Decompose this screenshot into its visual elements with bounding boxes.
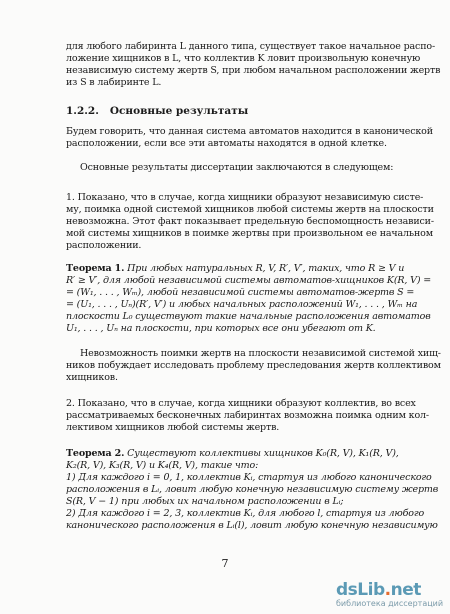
paragraph-impossibility [66,348,441,384]
text-line: Невозможность поимки жертв на плоскости независимой системой хищ- [80,348,441,359]
text-line: R′ ≥ V′, для любой независимой системы автоматов-хищников K(R, V) = [66,275,432,286]
logo-main: dsLib [336,580,385,600]
theorem-title: Теорема 2. [66,448,125,459]
theorem-title: Теорема 1. [66,263,125,274]
theorem-2 [66,448,439,532]
text-line: = (U₁, . . . , Uₙ)(R′, V′) и любых начальных расположений W₁, . . . , Wₘ на [66,299,418,310]
text-line: K₂(R, V), K₃(R, V) и K₄(R, V), такие что: [66,460,259,471]
text-line: плоскости L₀ существуют такие начальные расположения автоматов [66,311,431,322]
text-line: му, поимка одной системой хищников любой системы жертв на плоскости [66,204,434,215]
text-line [66,263,405,275]
section-title: Основные результаты [109,105,249,117]
text-line: = (W₁, . . . , Wₘ), любой независимой системы автоматов-жертв S = [66,287,415,298]
theorem-1 [66,263,432,335]
paragraph-intro [66,41,441,89]
text-line: Основные результаты диссертации заключаются в следующем: [80,162,394,173]
paragraph-canonical [66,126,433,150]
text-line [66,448,399,460]
text-line: невозможна. Этот факт показывает предельную беспомощность независи- [66,216,434,227]
text-line: рассматриваемых бесконечных лабиринтах возможна поимка одним кол- [66,410,429,421]
text-line: лективом хищников любой системы жертв. [66,422,280,433]
text-line: расположении, если все эти автоматы находятся в одной клетке. [66,138,387,149]
text-line: независимую систему жертв S, при любом начальном расположении жертв [66,65,441,76]
text-line: из S в лабиринте L. [66,77,162,88]
watermark-subtitle: библиотека диссертаций [336,599,444,608]
text-line: ложение хищников в L, что коллектив K ловит произвольную конечную [66,53,421,64]
section-heading [66,105,248,117]
text-line: расположении. [66,240,142,251]
page-number: 7 [221,557,229,570]
text-line: мой системы хищников в поимке жертвы при произвольном ее начальном [66,228,433,239]
logo-dot: . [384,580,391,600]
text-line: ников побуждает исследовать проблему преследования жертв коллективом [66,360,441,371]
text-line: 1. Показано, что в случае, когда хищники образуют независимую систе- [66,192,424,203]
section-number: 1.2.2. [66,105,99,117]
paragraph-result-1 [66,192,434,252]
text-line: 1) Для каждого i = 0, 1, коллектив Kᵢ, стартуя из любого канонического [66,472,432,483]
theorem-text: Существуют коллективы хищников K₀(R, V), K₁(R, V), [127,448,399,459]
text-line: S(R, V − 1) при любых их начальном расположении в Lᵢ; [66,496,344,507]
text-line: 2. Показано, что в случае, когда хищники образуют коллектив, во всех [66,398,416,409]
text-line: расположения в Lᵢ, ловит любую конечную независимую систему жертв [66,484,439,495]
text-line: для любого лабиринта L данного типа, существует такое начальное распо- [66,41,436,52]
paragraph-results-intro [66,162,394,174]
text-line: 2) Для каждого i = 2, 3, коллектив Kᵢ, для любого l, стартуя из любого [66,508,425,519]
theorem-text: При любых натуральных R, V, R′, V′, таких, что R ≥ V и [127,263,405,274]
watermark-logo-text [336,580,421,600]
text-line: Будем говорить, что данная система автоматов находится в канонической [66,126,433,137]
text-line: канонического расположения в Lᵢ(l), ловит любую конечную независимую [66,520,438,531]
logo-tld: net [390,580,421,600]
text-line: хищников. [66,372,118,383]
watermark-logo[interactable] [334,576,442,610]
paragraph-result-2 [66,398,429,434]
text-line: U₁, . . . , Uₙ на плоскости, при которых все они убегают от K. [66,323,376,334]
